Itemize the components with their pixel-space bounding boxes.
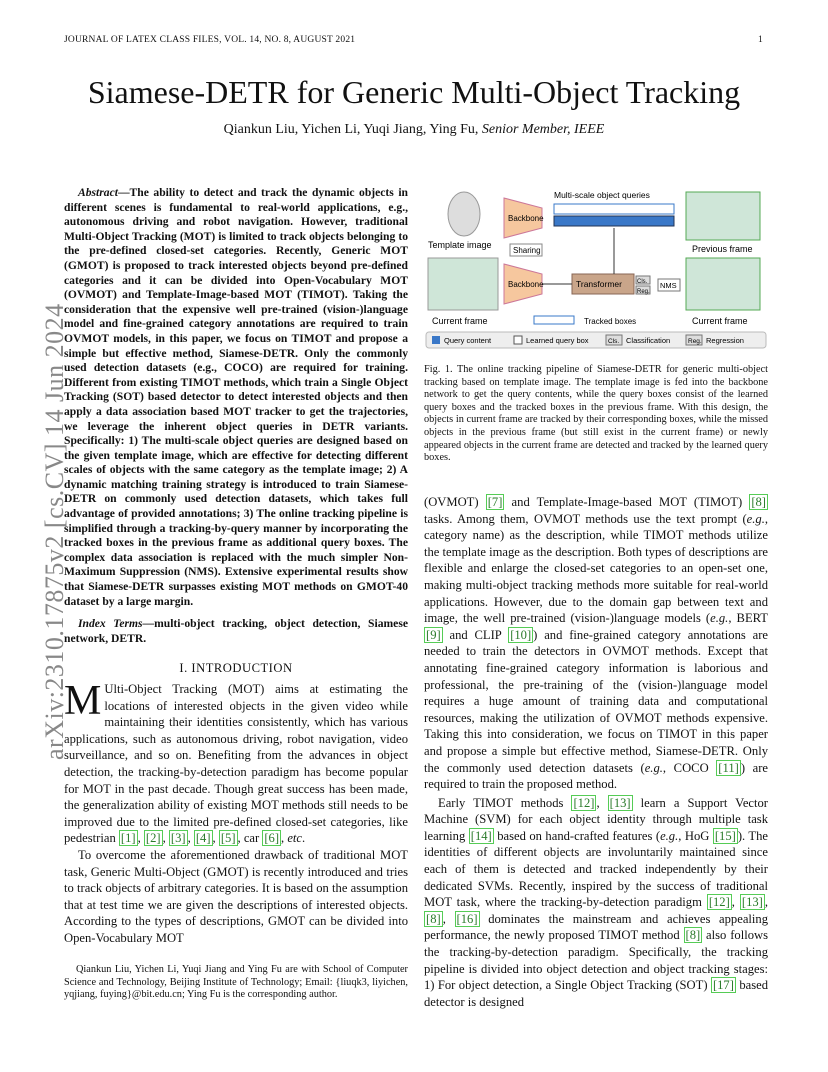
arxiv-stamp: arXiv:2310.17875v2 [cs.CV] 14 Jun 2024: [40, 303, 69, 760]
author-list: [0, 122, 828, 138]
citation-link[interactable]: [10]: [510, 627, 532, 642]
tracked-boxes-label: Tracked boxes: [584, 317, 637, 326]
citation-link[interactable]: [7]: [487, 495, 503, 509]
previous-frame-label: Previous frame: [692, 244, 753, 254]
citation-link[interactable]: [12]: [573, 795, 595, 810]
citation-link[interactable]: [4]: [195, 831, 211, 846]
abstract: [64, 186, 408, 609]
footnote: Qiankun Liu, Yichen Li, Yuqi Jiang and Ying Fu are with School of Computer Science and Technology, Beijing Institute of Technology; Email: {liuqk3, liyichen, yqjiang, fuying}@bit.edu.cn; Ying Fu is the corresponding author.: [64, 964, 408, 1001]
template-label: Template image: [428, 240, 492, 250]
pipeline-diagram: [424, 186, 768, 352]
citation-link[interactable]: [8]: [751, 495, 766, 509]
legend-query-label: Query content: [444, 336, 492, 345]
citation-link[interactable]: [14]: [470, 828, 492, 843]
index-terms-text: —multi-object tracking, object detection, Siamese network, DETR.: [64, 617, 408, 645]
section-heading: I. INTRODUCTION: [179, 661, 293, 676]
citation-link[interactable]: [2]: [145, 831, 161, 846]
citation-link[interactable]: [11]: [718, 760, 739, 775]
abstract-text: —The ability to detect and track the dynamic objects in different scenes is fundamental to real-world applications, e.g., autonomous driving and robot navigation. However, traditional Multi-Object Tracking (MOT) is limited to track objects belonging to the pre-defined closed-set categories. Recently, Generic MOT (GMOT) is proposed to track interested objects beyond pre-defined categories and it can be divided into Open-Vocabulary MOT (OVMOT) and Template-Image-based MOT (TIMOT). Taking the consideration that the expensive well pre-trained (vision-)language model and fine-grained category annotations are required to train OVMOT models, in this paper, we focus on TIMOT and propose a simple but effective method, Siamese-DETR. Only the commonly used detection datasets (e.g., COCO) are required for training. Different from existing TIMOT methods, which train a Single Object Tracking (SOT) based detector to detect interested objects and then apply a data association based MOT tracker to get the trajectories, we leverage the inherent object queries in DETR variants. Specifically: 1) The multi-scale object queries are designed based on the given template image, which are effective for detecting different scales of objects with the same category as the template image; 2) A dynamic matching training strategy is introduced to train Siamese-DETR on commonly used detection datasets, which takes full advantage of provided annotations; 3) The online tracking pipeline is simplified through a tracking-by-query manner by incorporating the tracked boxes in the previous frame as additional query boxes. The complex data association is replaced with the much simpler Non-Maximum Suppression (NMS). Extensive experimental results show that Siamese-DETR surpasses existing MOT methods on GMOT-40 dataset by a large margin.: [64, 186, 408, 608]
intro-paragraph-2: To overcome the aforementioned drawback of traditional MOT task, Generic Multi-Object (GMOT) is recently introduced and tries to track objects of arbitrary categories. It is based on the assumption that at test time we are given the descriptions of interested objects. According to the types of descriptions, GMOT can be divided into Open-Vocabulary MOT: [64, 847, 408, 945]
citation-link[interactable]: [8]: [426, 911, 441, 926]
current-frame-image-left: [428, 258, 498, 310]
legend-reg-label: Regression: [706, 336, 744, 345]
intro-paragraph-1: M Ulti-Object Tracking (MOT) aims at estimating the locations of interested objects in the given video while maintaining their identities consistently, which has various applications, such as autonomous driving, robot navigation, video surveillance, and so on. Benefiting from the advances in object detection, the tracking-by-detection paradigm has become popular for MOT in the past decade. Though great success has been made, the generalization ability of existing MOT methods still needs to be improved due to the limited pre-defined closed-set categories, like pedestrian [1] , [2] , [3] , [4] , [5] , car [6] , etc.: [64, 678, 408, 846]
legend-cls-label: Classification: [626, 336, 671, 345]
current-frame-label-right: Current frame: [692, 316, 748, 326]
citation-link[interactable]: [3]: [170, 831, 186, 846]
legend-learned-swatch: [514, 336, 522, 344]
right-column: [424, 494, 768, 1010]
previous-frame-image: [686, 192, 760, 240]
author-names: Qiankun Liu, Yichen Li, Yuqi Jiang, Ying Fu,: [223, 122, 479, 137]
query-grid: [554, 204, 674, 226]
citation-link[interactable]: [13]: [609, 795, 631, 810]
sharing-label: Sharing: [513, 246, 541, 255]
tracked-boxes-row: [534, 316, 574, 324]
legend-learned-label: Learned query box: [526, 336, 589, 345]
cls-label: Cls.: [637, 279, 648, 285]
citation-link[interactable]: [8]: [685, 928, 701, 943]
author-role: Senior Member, IEEE: [481, 122, 605, 137]
legend-reg-tag-label: Reg.: [688, 338, 702, 345]
page-number: 1: [758, 35, 763, 45]
figure-1: [424, 186, 768, 352]
template-image: [448, 192, 480, 236]
intro-text-1: Ulti-Object Tracking (MOT) aims at estimating the locations of interested objects in the given video while maintaining their identities consistently, which has various applications, such as autonomous driving, robot navigation, video surveillance, and so on. Benefiting from the advances in object detection, the tracking-by-detection paradigm has become popular for MOT in the past decade. Though great success has been made, the generalization ability of existing MOT methods still needs to be improved due to the limited pre-defined closed-set categories, like pedestrian: [64, 682, 408, 846]
current-frame-label-left: Current frame: [432, 316, 488, 326]
transformer-label: Transformer: [576, 279, 622, 289]
index-terms-label: Index Terms: [78, 617, 143, 631]
figure-caption: Fig. 1. The online tracking pipeline of Siamese-DETR for generic multi-object tracking based on template image. The template image is fed into the backbone network to get the query contents, while the query boxes consist of the learned query boxes and the tracked boxes in the previous frame. With this design, the objects in current frame are tracked by their corresponding boxes, while the missed objects in the previous frame (but still exist in the current frame) or newly appeared objects in the current frame are detected and tracked by the learned query boxes.: [424, 364, 768, 464]
citation-link[interactable]: [15]: [714, 828, 736, 843]
reg-label: Reg.: [637, 289, 650, 295]
backbone-bottom-label: Backbone: [508, 280, 544, 289]
legend-cls-tag-label: Cls.: [608, 338, 620, 345]
citation-link[interactable]: [5]: [220, 831, 236, 846]
intro-paragraph-2-cont: (OVMOT) [7] and Template-Image-based MOT (TIMOT) [8] tasks. Among them, OVMOT methods use the text prompt (e.g., category name) as the description, while TIMOT methods utilize the template image as the description. Both types of descriptions are flexible and enlarge the closed-set categories to an open-set one, making multi-object tracking methods more suitable for real-world applications. However, due to the domain gap between text and image, the well pre-trained (vision-)language models (e.g., BERT [9] and CLIP [10] ) and fine-grained category annotations are needed to train the detectors in OVMOT methods. Except that annotating fine-grained category information is laborious and professional, the pre-training of the (vision-)language model requires a huge amount of training data and computational resources, making the utilization of OVMOT methods expensive. Taking this into consideration, we focus on TIMOT in this paper and propose a simple but effective method, Siamese-DETR. Only the commonly used detection datasets (e.g., COCO [11] ) are required to train the proposed method.: [424, 495, 769, 792]
index-terms: [64, 617, 408, 646]
citation-link[interactable]: [17]: [712, 978, 734, 993]
nms-label: NMS: [660, 281, 677, 290]
drop-cap: M: [64, 678, 102, 724]
multi-scale-label: Multi-scale object queries: [554, 190, 650, 200]
backbone-top-label: Backbone: [508, 214, 544, 223]
journal-header: JOURNAL OF LATEX CLASS FILES, VOL. 14, NO. 8, AUGUST 2021: [64, 35, 356, 45]
citation-link[interactable]: [1]: [120, 831, 136, 846]
citation-link[interactable]: [13]: [741, 895, 763, 910]
intro-paragraph-3: Early TIMOT methods [12] , [13] learn a Support Vector Machine (SVM) for each object identity through multiple task learning [14] based on hand-crafted features (e.g., HoG [15] ). The identities of different objects are involuntarily maintained since each of them is detected and tracked independently by their dedicated SVMs. Recently, inspired by the success of traditional MOT task, where the tracking-by-detection paradigm [12] , [13] , [8] , [16] dominates the mainstream and achieves appealing performance, the newly proposed TIMOT method [8] also follows the tracking-by-detection paradigm. Specifically, the tracking pipeline is divided into object detection and object tracking stages: 1) For object detection, a Single Object Tracking (SOT) [17] based detector is designed: [424, 795, 769, 1009]
left-column: [64, 186, 408, 947]
legend-query-swatch: [432, 336, 440, 344]
citation-link[interactable]: [16]: [456, 911, 478, 926]
paper-title: Siamese-DETR for Generic Multi-Object Tracking: [87, 74, 741, 110]
abstract-label: Abstract: [78, 186, 118, 199]
current-frame-image-right: [686, 258, 760, 310]
citation-link[interactable]: [12]: [708, 895, 730, 910]
citation-link[interactable]: [6]: [264, 831, 280, 846]
citation-link[interactable]: [9]: [426, 627, 441, 642]
